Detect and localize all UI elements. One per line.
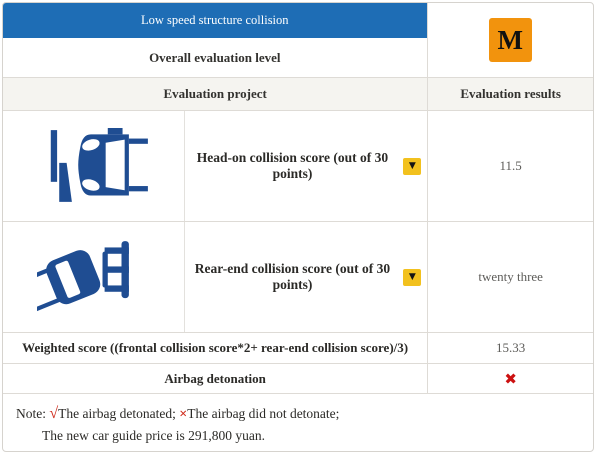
column-header-row xyxy=(3,78,593,111)
note-check-text: The airbag detonated; xyxy=(58,406,180,421)
evaluation-panel xyxy=(2,2,594,452)
section-title: Low speed structure collision xyxy=(141,13,289,27)
chevron-down-icon: ▼ xyxy=(408,160,416,171)
head-on-collision-label: Head-on collision score (out of 30 points) xyxy=(196,150,389,181)
header-block xyxy=(3,3,593,78)
grade-badge: M xyxy=(489,18,532,62)
rear-end-result: twenty three xyxy=(427,222,593,332)
section-title-bar xyxy=(3,3,427,38)
head-on-dropdown-button[interactable] xyxy=(403,158,421,175)
overall-evaluation-label-row xyxy=(3,38,427,77)
footnote-area xyxy=(3,394,593,452)
grade-cell xyxy=(427,3,593,77)
chevron-down-icon: ▼ xyxy=(408,271,416,282)
rear-end-collision-label: Rear-end collision score (out of 30 points) xyxy=(194,261,391,292)
cross-mark-icon: ✖ xyxy=(504,369,517,388)
airbag-detonation-row xyxy=(3,364,593,394)
head-on-result: 11.5 xyxy=(427,111,593,221)
rear-end-icon-cell xyxy=(3,222,185,332)
overall-evaluation-label: Overall evaluation level xyxy=(149,49,281,65)
head-on-label-cell xyxy=(185,111,428,221)
airbag-detonation-label: Airbag detonation xyxy=(164,370,266,386)
head-on-icon-cell xyxy=(3,111,185,221)
header-left-column xyxy=(3,3,427,77)
weighted-score-label: Weighted score ((frontal collision score*2+ rear-end collision score)/3) xyxy=(22,340,409,355)
cross-mark-icon: × xyxy=(179,407,188,422)
frontal-collision-icon xyxy=(37,128,149,204)
airbag-result-cell xyxy=(427,364,593,393)
note-prefix: Note: xyxy=(16,406,50,421)
rear-collision-icon xyxy=(37,239,149,315)
rear-end-label-cell xyxy=(185,222,428,332)
rear-end-collision-row xyxy=(3,222,593,333)
footnote-line-2: The new car guide price is 291,800 yuan. xyxy=(42,428,266,443)
check-mark-icon: √ xyxy=(49,405,59,422)
note-cross-text: The airbag did not detonate; xyxy=(187,406,340,421)
footnote-line-1 xyxy=(16,403,581,425)
evaluation-project-header: Evaluation project xyxy=(163,86,267,101)
head-on-collision-row xyxy=(3,111,593,222)
weighted-score-result: 15.33 xyxy=(427,333,593,363)
weighted-score-row xyxy=(3,333,593,364)
evaluation-results-header: Evaluation results xyxy=(427,78,593,110)
rear-end-dropdown-button[interactable] xyxy=(403,269,421,286)
